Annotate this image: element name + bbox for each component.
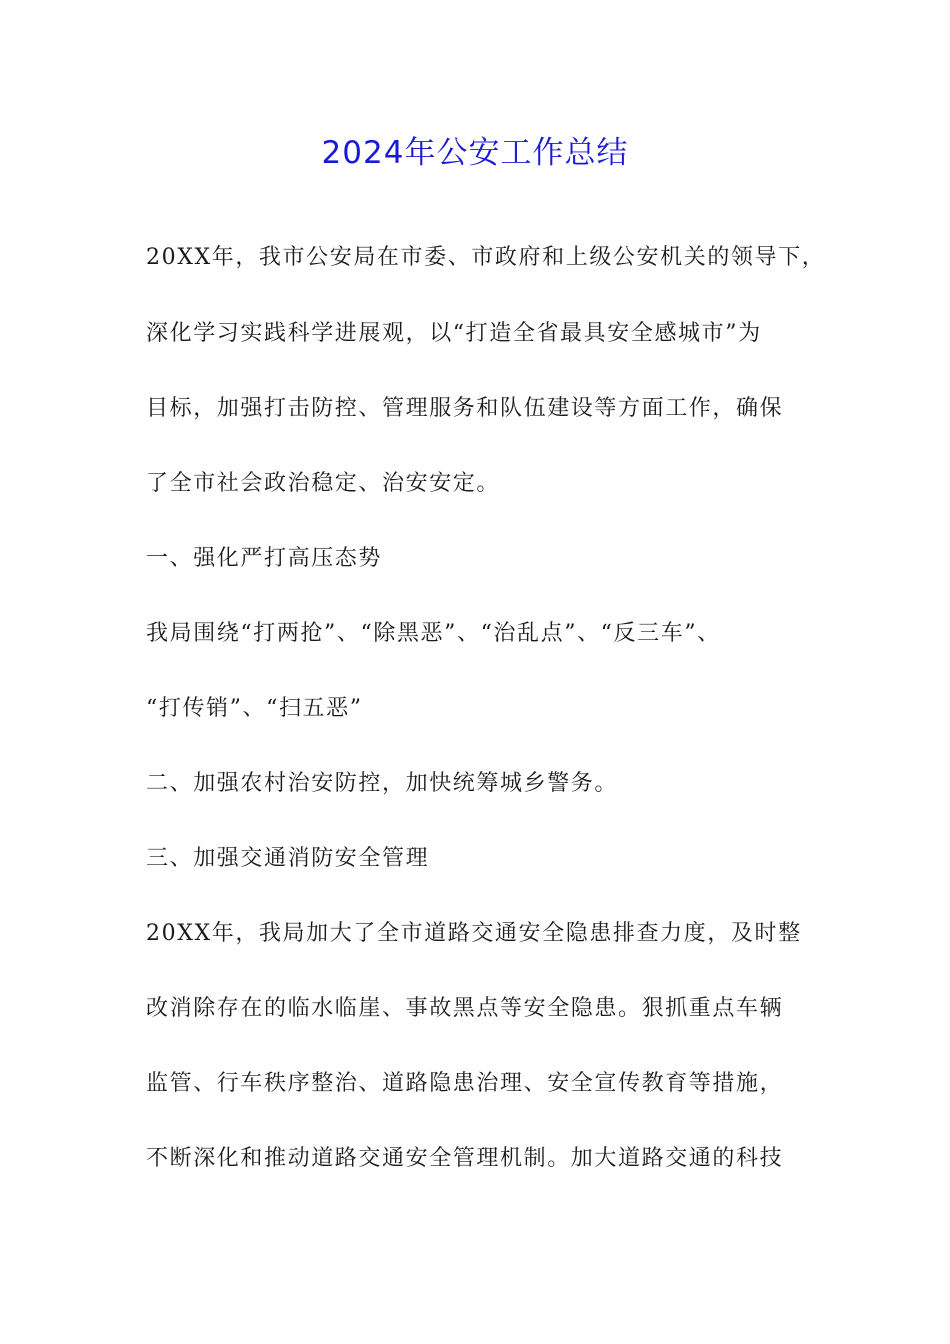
paragraph-line: “打传销”、“扫五恶”	[146, 696, 363, 721]
paragraph-line: 监管、行车秩序整治、道路隐患治理、安全宣传教育等措施，	[146, 1071, 784, 1096]
paragraph-line: 目标，加强打击防控、管理服务和队伍建设等方面工作，确保	[146, 396, 784, 421]
paragraph-line: 改消除存在的临水临崖、事故黑点等安全隐患。狠抓重点车辆	[146, 996, 784, 1021]
document-title: 2024年公安工作总结	[321, 135, 629, 171]
section-heading: 一、强化严打高压态势	[146, 546, 383, 571]
section-heading: 三、加强交通消防安全管理	[146, 846, 430, 871]
paragraph-line: 20XX年，我市公安局在市委、市政府和上级公安机关的领导下，	[146, 245, 826, 270]
paragraph-line: 不断深化和推动道路交通安全管理机制。加大道路交通的科技	[146, 1146, 784, 1171]
section-heading: 二、加强农村治安防控，加快统筹城乡警务。	[146, 771, 619, 796]
paragraph-line: 深化学习实践科学进展观，以“打造全省最具安全感城市”为	[146, 321, 762, 346]
paragraph-line: 20XX年，我局加大了全市道路交通安全隐患排查力度，及时整	[146, 921, 802, 946]
paragraph-line: 了全市社会政治稳定、治安安定。	[146, 471, 501, 496]
paragraph-line: 我局围绕“打两抢”、“除黑恶”、“治乱点”、“反三车”、	[146, 621, 721, 646]
